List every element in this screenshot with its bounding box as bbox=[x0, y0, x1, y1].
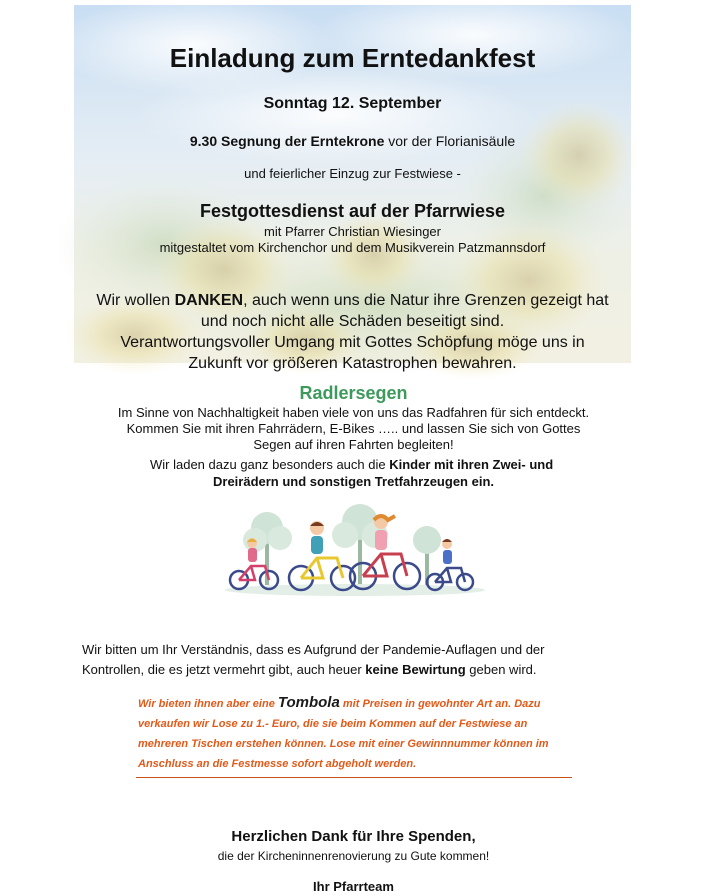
tombola-line-4: Anschluss an die Festmesse sofort abgeholt werden. bbox=[138, 758, 417, 770]
thanks-line-1: Wir wollen DANKEN, auch wenn uns die Natur ihre Grenzen gezeigt hat bbox=[96, 292, 609, 309]
closing-subtitle: die der Kircheninnenrenovierung zu Gute kommen! bbox=[217, 849, 490, 863]
kids-emphasis: Kinder mit ihren Zwei- und bbox=[389, 457, 554, 472]
procession-line: und feierlicher Einzug zur Festwiese - bbox=[244, 166, 461, 181]
radler-title: Radlersegen bbox=[299, 383, 408, 403]
signature: Ihr Pfarrteam bbox=[313, 879, 394, 894]
tombola-line-1: Wir bieten ihnen aber eine Tombola mit Preisen in gewohnter Art an. Dazu bbox=[138, 694, 541, 711]
blessing-time: 9.30 Segnung der Erntekrone bbox=[189, 133, 385, 149]
blessing-line bbox=[74, 133, 631, 149]
pandemic-notice bbox=[82, 640, 622, 680]
section-divider bbox=[136, 777, 572, 778]
radler-line-2: Kommen Sie mit ihren Fahrrädern, E-Bikes ….. und lassen Sie sich von Gottes bbox=[126, 421, 581, 436]
event-date: Sonntag 12. September bbox=[263, 95, 442, 112]
radler-paragraph bbox=[0, 405, 707, 453]
mass-choir: mitgestaltet vom Kirchenchor und dem Musikverein Patzmannsdorf bbox=[159, 240, 546, 255]
kids-line-2: Dreirädern und sonstigen Tretfahrzeugen ein. bbox=[213, 474, 494, 489]
tombola-line-2: verkaufen wir Lose zu 1.- Euro, die sie beim Kommen auf der Festwiese an bbox=[138, 718, 528, 730]
thanks-emphasis: DANKEN bbox=[174, 292, 244, 309]
tombola-paragraph bbox=[138, 693, 598, 774]
page-title: Einladung zum Erntedankfest bbox=[169, 43, 536, 73]
radler-line-1: Im Sinne von Nachhaltigkeit haben viele von uns das Radfahren für sich entdeckt. bbox=[117, 405, 590, 420]
thanks-line-3: Verantwortungsvoller Umgang mit Gottes Schöpfung möge uns in bbox=[120, 334, 585, 351]
blessing-location: vor der Florianisäule bbox=[384, 133, 516, 149]
closing-title: Herzlichen Dank für Ihre Spenden, bbox=[231, 828, 476, 845]
thanks-line-2: und noch nicht alle Schäden beseitigt sind. bbox=[200, 313, 505, 330]
mass-priest: mit Pfarrer Christian Wiesinger bbox=[264, 224, 441, 239]
pandemic-line-2: Kontrollen, die es jetzt vermehrt gibt, auch heuer keine Bewirtung geben wird. bbox=[82, 662, 537, 677]
tree-icon bbox=[413, 526, 441, 585]
tombola-word: Tombola bbox=[277, 694, 340, 711]
hero-banner bbox=[74, 5, 631, 372]
family-cycling-illustration bbox=[225, 500, 485, 598]
kids-line-1: Wir laden dazu ganz besonders auch die Kinder mit ihren Zwei- und bbox=[150, 457, 554, 472]
pandemic-emphasis: keine Bewirtung bbox=[365, 662, 466, 677]
thanks-line-4: Zukunft vor größeren Katastrophen bewahren. bbox=[188, 355, 517, 372]
pandemic-line-1: Wir bitten um Ihr Verständnis, dass es Aufgrund der Pandemie-Auflagen und der bbox=[82, 642, 545, 657]
tombola-line-3: mehreren Tischen erstehen können. Lose mit einer Gewinnnummer können im bbox=[138, 738, 549, 750]
radler-line-3: Segen auf ihren Fahrten begleiten! bbox=[253, 437, 454, 452]
thanks-paragraph bbox=[74, 290, 631, 374]
mass-title: Festgottesdienst auf der Pfarrwiese bbox=[199, 201, 506, 221]
